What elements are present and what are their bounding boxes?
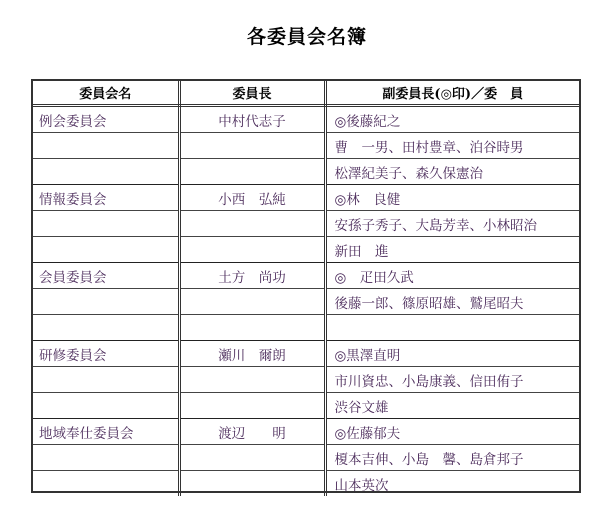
header-committee: 委員会名 — [33, 81, 179, 106]
committee-chair: 土方 尚功 — [179, 263, 325, 289]
table-row — [33, 289, 579, 315]
committee-roster-table — [31, 79, 581, 493]
committee-chair: 小西 弘純 — [179, 185, 325, 211]
committee-member-line: 榎本吉伸、小島 馨、島倉邦子 — [325, 445, 579, 471]
committee-member-line: ◎黒澤直明 — [325, 341, 579, 367]
table-row — [33, 341, 579, 367]
committee-member-line: 新田 進 — [325, 237, 579, 263]
committee-name: 例会委員会 — [33, 106, 179, 133]
committee-name: 情報委員会 — [33, 185, 179, 211]
committee-chair: 中村代志子 — [179, 106, 325, 133]
table-row — [33, 471, 579, 497]
table-row — [33, 263, 579, 289]
table-row — [33, 159, 579, 185]
table-row — [33, 133, 579, 159]
table-row — [33, 185, 579, 211]
table-row — [33, 211, 579, 237]
committee-member-line: 市川資忠、小島康義、信田侑子 — [325, 367, 579, 393]
committee-member-line: ◎佐藤郁夫 — [325, 419, 579, 445]
committee-member-line: 山本英次 — [325, 471, 579, 497]
committee-name: 会員委員会 — [33, 263, 179, 289]
committee-chair: 瀬川 爾朗 — [179, 341, 325, 367]
committee-member-line: 松澤紀美子、森久保憲治 — [325, 159, 579, 185]
committee-member-line: 曹 一男、田村豊章、泊谷時男 — [325, 133, 579, 159]
committee-member-line: ◎林 良健 — [325, 185, 579, 211]
table-row — [33, 393, 579, 419]
header-chair: 委員長 — [179, 81, 325, 106]
committee-member-line: 後藤一郎、篠原昭雄、鷲尾昭夫 — [325, 289, 579, 315]
page-title: 各委員会名簿 — [246, 26, 367, 48]
table-header-row — [33, 81, 579, 106]
committee-member-line: 渋谷文雄 — [325, 393, 579, 419]
table-row — [33, 445, 579, 471]
committee-member-line: ◎ 疋田久武 — [325, 263, 579, 289]
committee-name: 研修委員会 — [33, 341, 179, 367]
table-row — [33, 315, 579, 341]
committee-member-line: ◎後藤紀之 — [334, 113, 401, 130]
committee-chair: 渡辺 明 — [179, 419, 325, 445]
committee-member-line: 安孫子秀子、大島芳幸、小林昭治 — [325, 211, 579, 237]
table-row — [33, 367, 579, 393]
table-row — [33, 237, 579, 263]
committee-member-line — [325, 315, 579, 341]
header-members: 副委員長(◎印)／委 員 — [325, 81, 579, 106]
table-row — [33, 106, 579, 133]
committee-name: 地域奉仕委員会 — [33, 419, 179, 445]
table-row — [33, 419, 579, 445]
